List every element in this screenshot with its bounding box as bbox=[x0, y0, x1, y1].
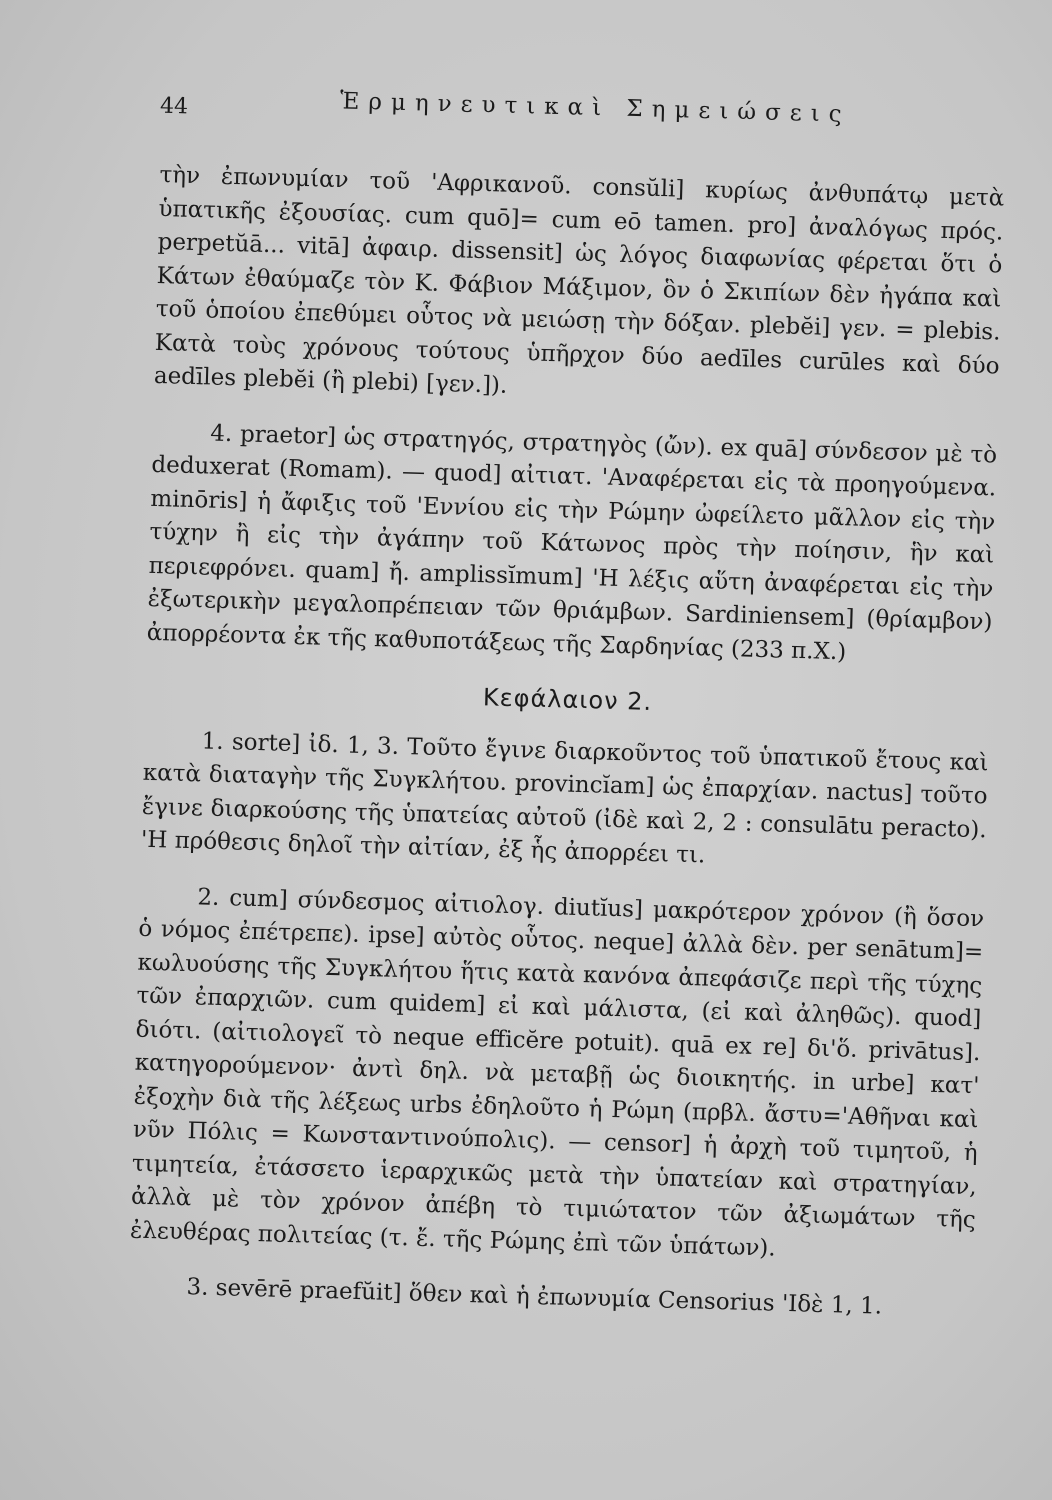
paragraph-note-3: 3. sevērē praefŭit] ὅθεν καὶ ἡ ἐπωνυμία Censorius 'Ιδὲ 1, 1. bbox=[186, 1274, 883, 1320]
page-number: 44 bbox=[159, 93, 189, 120]
chapter-heading: Κεφάλαιον 2. bbox=[482, 683, 653, 716]
paragraph-note-2: 2. cum] σύνδεσμος αἰτιολογ. diutĭus] μακρότερον χρόνον (ἢ ὅσον ὁ νόμος ἐπέτρεπε). ipse] αὐτὸς οὗτος. neque] ἀλλὰ δὲν. per senātum]= κωλυούσης τῆς Συγκλήτου ἥτις κατὰ κανόνα ἀπεφάσιζε περὶ τῆς τύχης τῶν ἐπαρχιῶν. cum quidem] εἰ καὶ μάλιστα, (εἰ καὶ ἀληθῶς). quod] διότι. (αἰτιολογεῖ τὸ neque efficĕre potuit). quā ex re] δι'ὅ. privātus]. κατηγορούμενον· ἀντὶ δηλ. νὰ μεταβῇ ὡς διοικητής. in urbe] κατ' ἐξοχὴν διὰ τῆς λέξεως urbs ἐδηλοῦτο ἡ Ρώμη (πρβλ. ἄστυ='Αθῆναι καὶ νῦν Πόλις = Κωνσταντινούπολις). — censor] ἡ ἀρχὴ τοῦ τιμητοῦ, ἡ τιμητεία, ἐτάσσετο ἱεραρχικῶς μετὰ τὴν ὑπατείαν καὶ στρατηγίαν, ἀλλὰ μὲ τὸν χρόνον ἀπέβη τὸ τιμιώτατον τῶν ἀξιωμάτων τῆς ἐλευθέρας πολιτείας (τ. ἔ. τῆς Ρώμης ἐπὶ τῶν ὑπάτων). bbox=[129, 883, 985, 1262]
paragraph-note-4: 4. praetor] ὡς στρατηγός, στρατηγὸς (ὤν). ex quā] σύνδεσον μὲ τὸ deduxerat (Romam). — quod] αἰτιατ. 'Αναφέρεται εἰς τὰ προηγούμενα. minōris] ἡ ἄφιξις τοῦ 'Εννίου εἰς τὴν Ρώμην ὠφείλετο μᾶλλον εἰς τὴν τύχην ἢ εἰς τὴν ἀγάπην τοῦ Κάτωνος πρὸς τὴν ποίησιν, ἣν καὶ περιεφρόνει. quam] ἤ. amplissĭmum] 'Η λέξις αὕτη ἀναφέρεται εἰς τὴν ἐξωτερικὴν μεγαλοπρέπειαν τῶν θριάμβων. Sardiniensem] (θρίαμβον) ἀπορρέοντα ἐκ τῆς καθυποτάξεως τῆς Σαρδηνίας (233 π.Χ.) bbox=[146, 420, 998, 665]
page-header bbox=[159, 88, 992, 137]
running-title: Ἑρμηνευτικαὶ Σημειώσεις bbox=[339, 88, 851, 128]
paragraph-note-1: 1. sorte] ἰδ. 1, 3. Τοῦτο ἔγινε διαρκοῦντος τοῦ ὑπατικοῦ ἔτους καὶ κατὰ διαταγὴν τῆς Συγκλήτου. provincĭam] ὡς ἐπαρχίαν. nactus] τοῦτο ἔγινε διαρκούσης τῆς ὑπατείας αὐτοῦ (ἰδὲ καὶ 2, 2 : consulātu peracto). 'Η πρόθεσις δηλοῖ τὴν αἰτίαν, ἐξ ἧς ἀπορρέει τι. bbox=[140, 727, 989, 869]
page-body bbox=[128, 159, 1005, 1327]
paragraph-continued: τὴν ἐπωνυμίαν τοῦ 'Αφρικανοῦ. consŭli] κυρίως ἀνθυπάτῳ μετὰ ὑπατικῆς ἐξουσίας. cum quō]= cum eō tamen. pro] ἀναλόγως πρός. perpetŭā... vitā] ἀφαιρ. dissensit] ὡς λόγος διαφωνίας φέρεται ὅτι ὁ Κάτων ἐθαύμαζε τὸν Κ. Φάβιον Μάξιμον, ὃν ὁ Σκιπίων δὲν ἠγάπα καὶ τοῦ ὁποίου ἐπεθύμει οὗτος νὰ μειώσῃ τὴν δόξαν. plebĕi] γεν. = plebis. Κατὰ τοὺς χρόνους τούτους ὑπῆρχον δύο aedīles curūles καὶ δύο aedīles plebĕi (ἢ plebi) [γεν.]). bbox=[153, 161, 1005, 399]
